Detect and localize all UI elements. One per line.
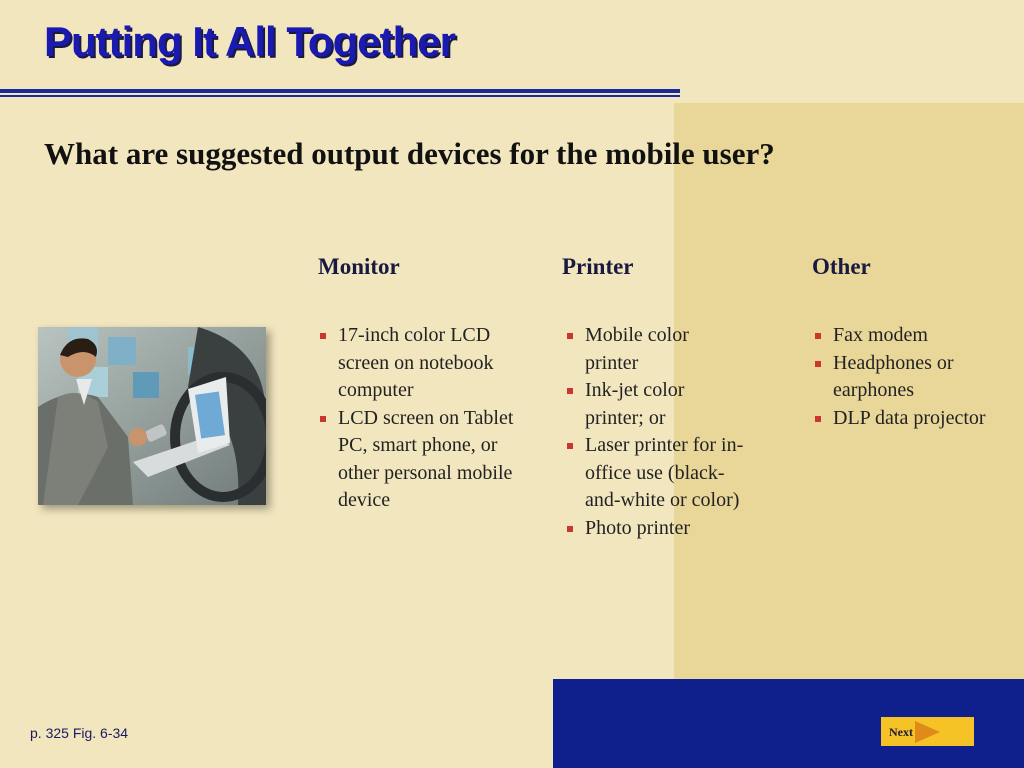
list-item <box>813 322 993 350</box>
square-bullet-icon <box>815 361 821 367</box>
square-bullet-icon <box>567 526 573 532</box>
list-item-text: 17-inch color LCD screen on notebook computer <box>338 324 494 401</box>
square-bullet-icon <box>567 333 573 339</box>
list-item-text: Photo printer <box>585 516 690 539</box>
list-item-text: LCD screen on Tablet PC, smart phone, or other personal mobile device <box>338 406 514 511</box>
column-heading: Printer <box>562 254 634 279</box>
square-bullet-icon <box>320 416 326 422</box>
next-button[interactable] <box>881 717 974 746</box>
mobile-user-photo <box>38 327 266 505</box>
list-item <box>565 322 745 377</box>
title-divider <box>0 89 680 93</box>
square-bullet-icon <box>567 443 573 449</box>
column-other <box>813 254 993 432</box>
square-bullet-icon <box>815 416 821 422</box>
list-item-text: DLP data projector <box>833 406 986 429</box>
list-item-text: Laser printer for in-office use (black-and-white or color) <box>585 434 744 511</box>
list-item-text: Ink-jet color printer; or <box>585 379 685 429</box>
title-divider-thin <box>0 95 680 97</box>
list-item <box>565 432 745 515</box>
column-monitor <box>318 254 518 515</box>
list-item <box>565 377 745 432</box>
slide-title: Putting It All Together <box>44 18 455 65</box>
list-item <box>813 405 993 433</box>
figure-caption: p. 325 Fig. 6-34 <box>30 725 129 741</box>
column-heading: Other <box>812 254 871 279</box>
square-bullet-icon <box>815 333 821 339</box>
square-bullet-icon <box>320 333 326 339</box>
list-item <box>318 405 518 515</box>
bullet-list <box>565 322 745 542</box>
list-item-text: Fax modem <box>833 324 928 346</box>
column-printer <box>562 254 745 542</box>
list-item <box>813 350 993 405</box>
next-button-label: Next <box>889 725 913 739</box>
slide-question: What are suggested output devices for the mobile user? <box>44 136 775 171</box>
square-bullet-icon <box>567 388 573 394</box>
list-item <box>318 322 518 405</box>
column-heading: Monitor <box>318 254 400 279</box>
list-item <box>565 515 745 543</box>
list-item-text: Mobile color printer <box>585 324 689 374</box>
bullet-list <box>318 322 518 515</box>
bullet-list <box>813 322 993 432</box>
list-item-text: Headphones or earphones <box>833 351 954 401</box>
right-arrow-icon <box>915 721 940 743</box>
